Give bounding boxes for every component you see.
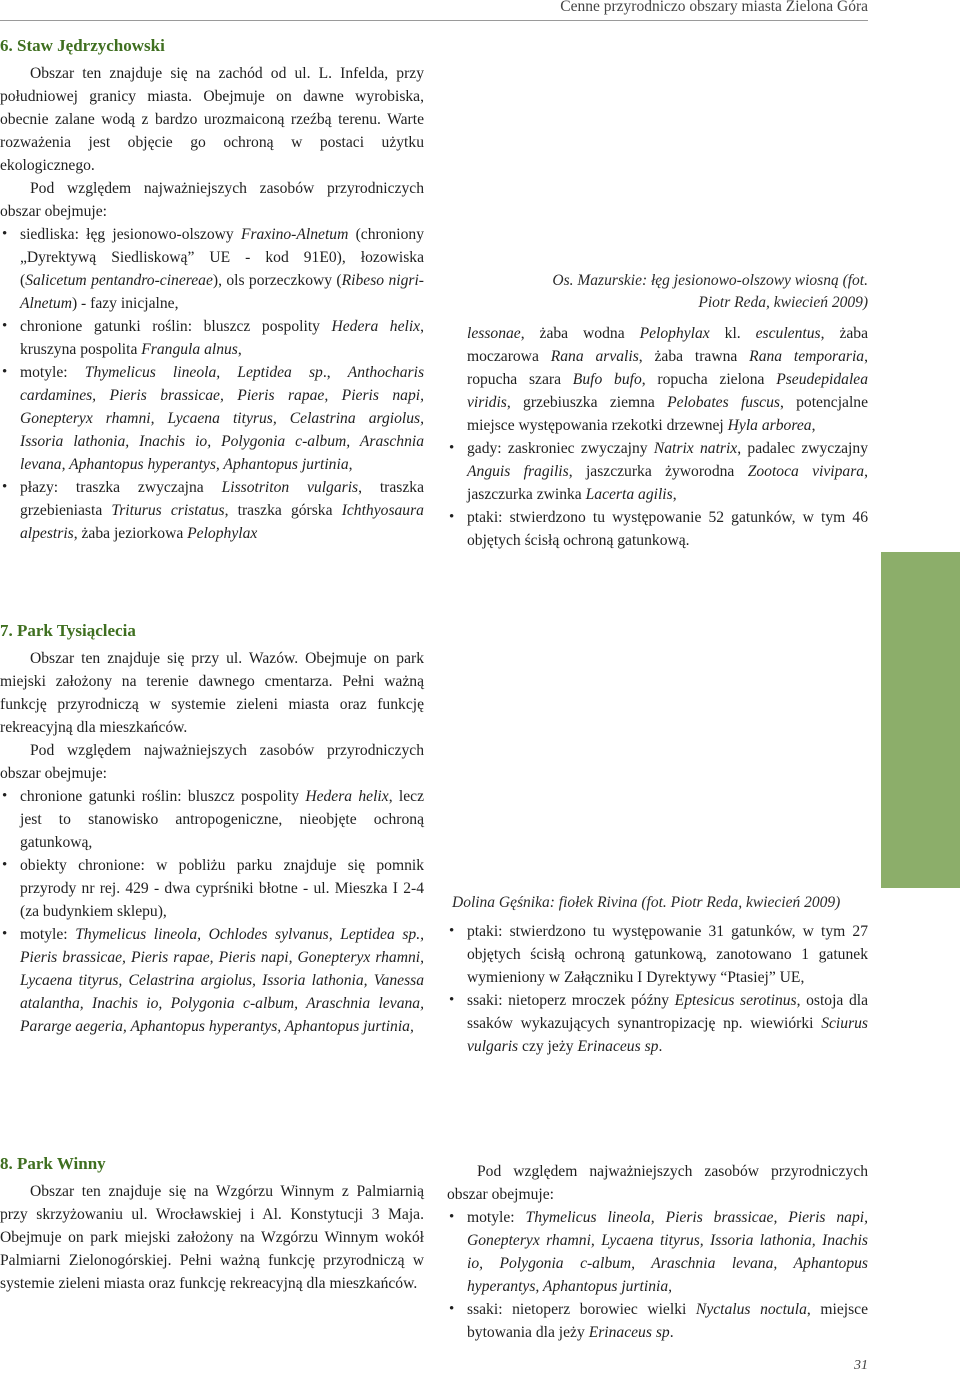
section-8-list [447,1206,868,1344]
section-7-lead: Pod względem najważniejszych zasobów przyrodniczych obszar obejmuje: [0,742,424,782]
bullet-icon: • [449,440,455,456]
section-7-list-cont [447,920,868,1058]
side-color-tab [881,552,960,888]
section-6-continuation: lessonae, żaba wodna Pelophylax kl. esculentus, żaba moczarowa Rana arvalis, żaba trawna Rana temporaria, ropucha szara Bufo bufo, ropucha zielona Pseudepidalea viridis, grzebiuszka ziemna Pelobates fuscus, potencjalne miejsce występowania rzekotki drzewnej Hyla arborea, [467,325,869,434]
list-item: • motyle: Thymelicus lineola, Pieris brassicae, Pieris napi, Gonepteryx rhamni, Lycaena tityrus, Issoria lathonia, Inachis io, Polygonia c-album, Araschnia levana, Aphantopus hyperantys, Aphantopus jurtinia, [447,1206,868,1298]
section-8-right [447,1160,868,1344]
section-8-intro: Obszar ten znajduje się na Wzgórzu Winnym z Palmiarnią przy skrzyżowaniu ul. Wrocławskiej i Al. Konstytucji 3 Maja. Obejmuje on park miejski założony na Wzgórzu Winnym wokół Palmiarni Zielonogórskiej. Pełni ważną funkcję przyrodniczą w systemie zieleni miasta oraz funkcję rekreacyjną dla mieszkańców. [0,1183,424,1292]
list-item: • ssaki: nietoperz mroczek późny Eptesicus serotinus, ostoja dla ssaków wykazujących synantropizację np. wiewiórki Sciurus vulgaris czy jeży Erinaceus sp. [447,989,868,1058]
section-7-right [447,920,868,1058]
section-6-left [0,34,424,545]
photo-caption-2: Dolina Gęśnika: fiołek Rivina (fot. Piotr Reda, kwiecień 2009) [452,894,841,911]
section-6-heading: 6. Staw Jędrzychowski [0,36,165,55]
photo-caption-1: Os. Mazurskie: łęg jesionowo-olszowy wiosną (fot. Piotr Reda, kwiecień 2009) [552,272,868,311]
bullet-icon: • [2,857,8,873]
section-7-left [0,619,424,1038]
bullet-icon: • [449,1209,455,1225]
list-item: • płazy: traszka zwyczajna Lissotriton vulgaris, traszka grzebieniasta Triturus cristatus, traszka górska Ichthyosaura alpestris, żaba jeziorkowa Pelophylax [0,476,424,545]
list-item: • obiekty chronione: w pobliżu parku znajduje się pomnik przyrody nr rej. 429 - dwa cyprśniki błotne - ul. Mieszka I 2-4 (za budynkiem sklepu), [0,854,424,923]
bullet-icon: • [2,788,8,804]
page-number: 31 [854,1358,868,1373]
bullet-icon: • [449,923,455,939]
list-item: • ptaki: stwierdzono tu występowanie 52 gatunków, w tym 46 objętych ścisłą ochroną gatunkową. [447,506,868,552]
section-6-lead: Pod względem najważniejszych zasobów przyrodniczych obszar obejmuje: [0,180,424,220]
bullet-icon: • [449,1301,455,1317]
list-item: • siedliska: łęg jesionowo-olszowy Fraxino-Alnetum (chroniony „Dyrektywą Siedliskową” UE - kod 91E0), łozowiska (Salicetum pentandro-cinereae), ols porzeczkowy (Ribeso nigri-Alnetum) - fazy inicjalne, [0,223,424,315]
section-6-right [447,322,868,552]
bullet-icon: • [2,318,8,334]
bullet-icon: • [2,364,8,380]
section-6-list-cont [447,437,868,552]
list-item: • ptaki: stwierdzono tu występowanie 31 gatunków, w tym 27 objętych ścisłą ochroną gatunkową, zanotowano 1 gatunek wymieniony w Załączniku I Dyrektywy “Ptasiej” UE, [447,920,868,989]
list-item: • ssaki: nietoperz borowiec wielki Nyctalus noctula, miejsce bytowania dla jeży Erinaceus sp. [447,1298,868,1344]
bullet-icon: • [2,226,8,242]
section-7-list [0,785,424,1038]
list-item: • chronione gatunki roślin: bluszcz pospolity Hedera helix, lecz jest to stanowisko antropogeniczne, nieobjęte ochroną gatunkową, [0,785,424,854]
section-8-heading: 8. Park Winny [0,1154,106,1173]
list-item: • motyle: Thymelicus lineola, Ochlodes sylvanus, Leptidea sp., Pieris brassicae, Pieris rapae, Pieris napi, Gonepteryx rhamni, Lycaena tityrus, Celastrina argiolus, Issoria lathonia, Vanessa atalantha, Inachis io, Polygonia c-album, Araschnia levana, Pararge aegeria, Aphantopus hyperantys, Aphantopus jurtinia, [0,923,424,1038]
list-item: • motyle: Thymelicus lineola, Leptidea sp., Anthocharis cardamines, Pieris brassicae, Pieris rapae, Pieris napi, Gonepteryx rhamni, Lycaena tityrus, Celastrina argiolus, Issoria lathonia, Inachis io, Polygonia c-album, Araschnia levana, Aphantopus hyperantys, Aphantopus jurtinia, [0,361,424,476]
list-item: • gady: zaskroniec zwyczajny Natrix natrix, padalec zwyczajny Anguis fragilis, jaszczurka żyworodna Zootoca vivipara, jaszczurka zwinka Lacerta agilis, [447,437,868,506]
section-8-left [0,1152,424,1295]
list-item: • chronione gatunki roślin: bluszcz pospolity Hedera helix, kruszyna pospolita Frangula alnus, [0,315,424,361]
section-8-lead: Pod względem najważniejszych zasobów przyrodniczych obszar obejmuje: [447,1163,868,1203]
section-6-list [0,223,424,545]
page-header: Cenne przyrodniczo obszary miasta Zielona Góra [560,0,868,15]
bullet-icon: • [449,992,455,1008]
header-divider [0,20,868,21]
bullet-icon: • [449,509,455,525]
bullet-icon: • [2,926,8,942]
bullet-icon: • [2,479,8,495]
section-7-heading: 7. Park Tysiąclecia [0,621,136,640]
section-7-intro: Obszar ten znajduje się przy ul. Wazów. Obejmuje on park miejski założony na terenie dawnego cmentarza. Pełni ważną funkcję przyrodniczą w systemie zieleni miasta oraz funkcję rekreacyjną dla mieszkańców. [0,650,424,736]
section-6-intro: Obszar ten znajduje się na zachód od ul. L. Infelda, przy południowej granicy miasta. Obejmuje on dawne wyrobiska, obecnie zalane wodą z bardzo urozmaiconą rzeźbą terenu. Warte rozważenia jest objęcie go ochroną w postaci użytku ekologicznego. [0,65,424,174]
